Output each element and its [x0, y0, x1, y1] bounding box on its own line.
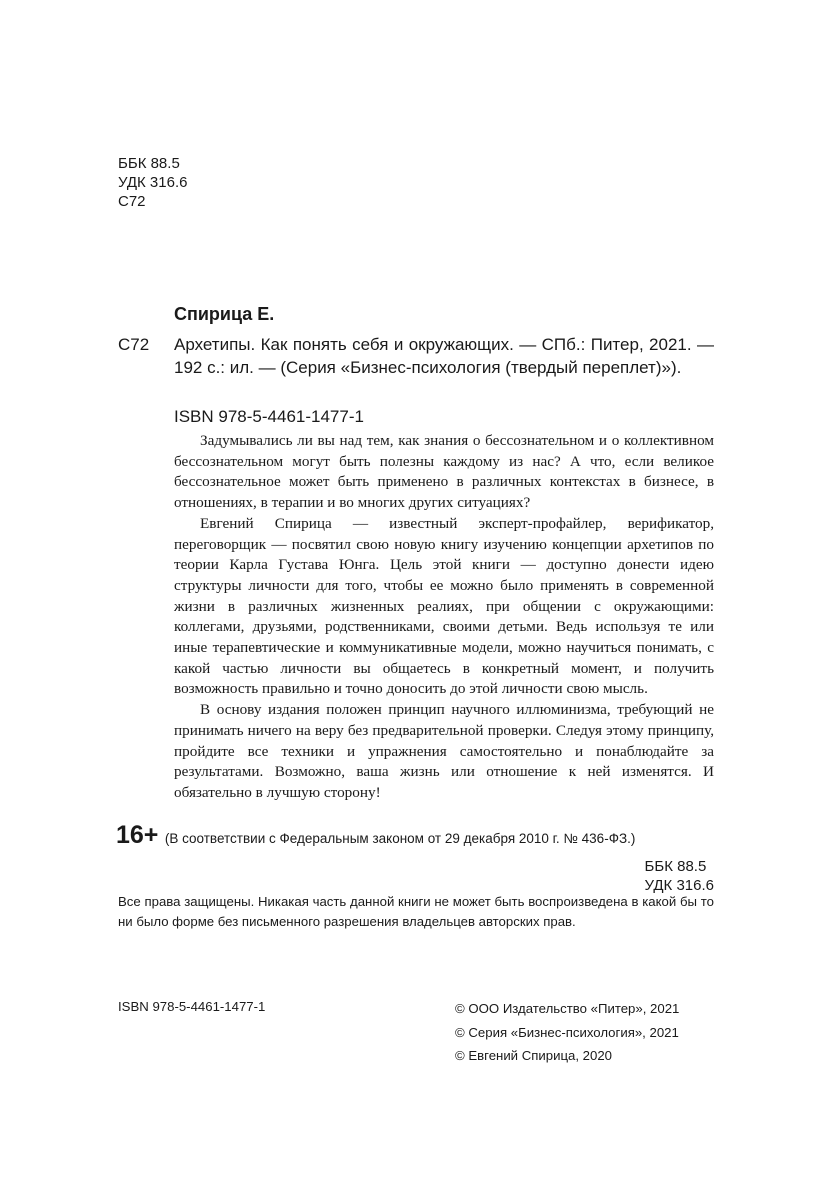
copyright-list — [455, 997, 679, 1068]
copyright-line: © Евгений Спирица, 2020 — [455, 1048, 613, 1063]
isbn-main: ISBN 978-5-4461-1477-1 — [174, 407, 364, 426]
age-rating-note: (В соответствии с Федеральным законом от 29 декабря 2010 г. № 436-ФЗ.) — [164, 831, 636, 846]
annotation — [174, 431, 714, 804]
author-mark: С72 — [118, 193, 146, 210]
classification-codes-bottom — [645, 857, 714, 895]
record-author-mark: С72 — [118, 335, 150, 354]
annotation-paragraph: В основу издания положен принцип научного иллюминизма, требующий не принимать ничего на веру без предварительной проверки. Следуя этому принципу, пройдите все техники и упражнения самостоятельно и понаблюдайте за результатами. Возможно, ваша жизнь или отношение к ней изменятся. И обязательно в лучшую сторону! — [174, 701, 714, 801]
age-rating-badge: 16+ — [116, 821, 159, 849]
udk-code: УДК 316.6 — [644, 877, 714, 894]
annotation-paragraph: Евгений Спирица — известный эксперт-профайлер, верификатор, переговорщик — посвятил свою новую книгу изучению концепции архетипов по теории Карла Густава Юнга. Цель этой книги — доступно донести идею структуры личности для того, чтобы ее можно было применять в современной жизни в различных жизненных реалиях, при общении с окружающими: коллегами, друзьями, родственниками, своими детьми. Ведь используя те или иные терапевтические и коммуникативные модели, можно научиться понимать, с какой частью личности вы общаетесь в конкретный момент, и получить возможность правильно и точно доносить до этой личности свою мысль. — [174, 514, 714, 698]
age-rating — [116, 820, 635, 854]
bibliographic-description: Архетипы. Как понять себя и окружающих. — СПб.: Питер, 2021. — 192 с.: ил. — (Серия «Бизнес-психология (твердый переплет)»). — [174, 335, 714, 377]
bbk-code: ББК 88.5 — [644, 858, 707, 875]
annotation-paragraph: Задумывались ли вы над тем, как знания о бессознательном и о коллективном бессознательном могут быть полезны каждому из нас? А что, если великое бессознательное может быть применено в различных контекстах в бизнесе, в отношениях, в терапии и во многих других ситуациях? — [174, 432, 714, 512]
isbn-footer: ISBN 978-5-4461-1477-1 — [118, 999, 266, 1014]
rights-notice: Все права защищены. Никакая часть данной книги не может быть воспроизведена в какой бы то ни было форме без письменного разрешения владельцев авторских прав. — [118, 894, 714, 929]
classification-codes-top — [118, 154, 187, 211]
author-name: Спирица Е. — [174, 304, 275, 324]
bbk-code: ББК 88.5 — [118, 155, 180, 172]
udk-code: УДК 316.6 — [118, 174, 188, 191]
copyright-line: © Серия «Бизнес-психология», 2021 — [455, 1024, 679, 1040]
copyright-line: © ООО Издательство «Питер», 2021 — [455, 1001, 680, 1016]
